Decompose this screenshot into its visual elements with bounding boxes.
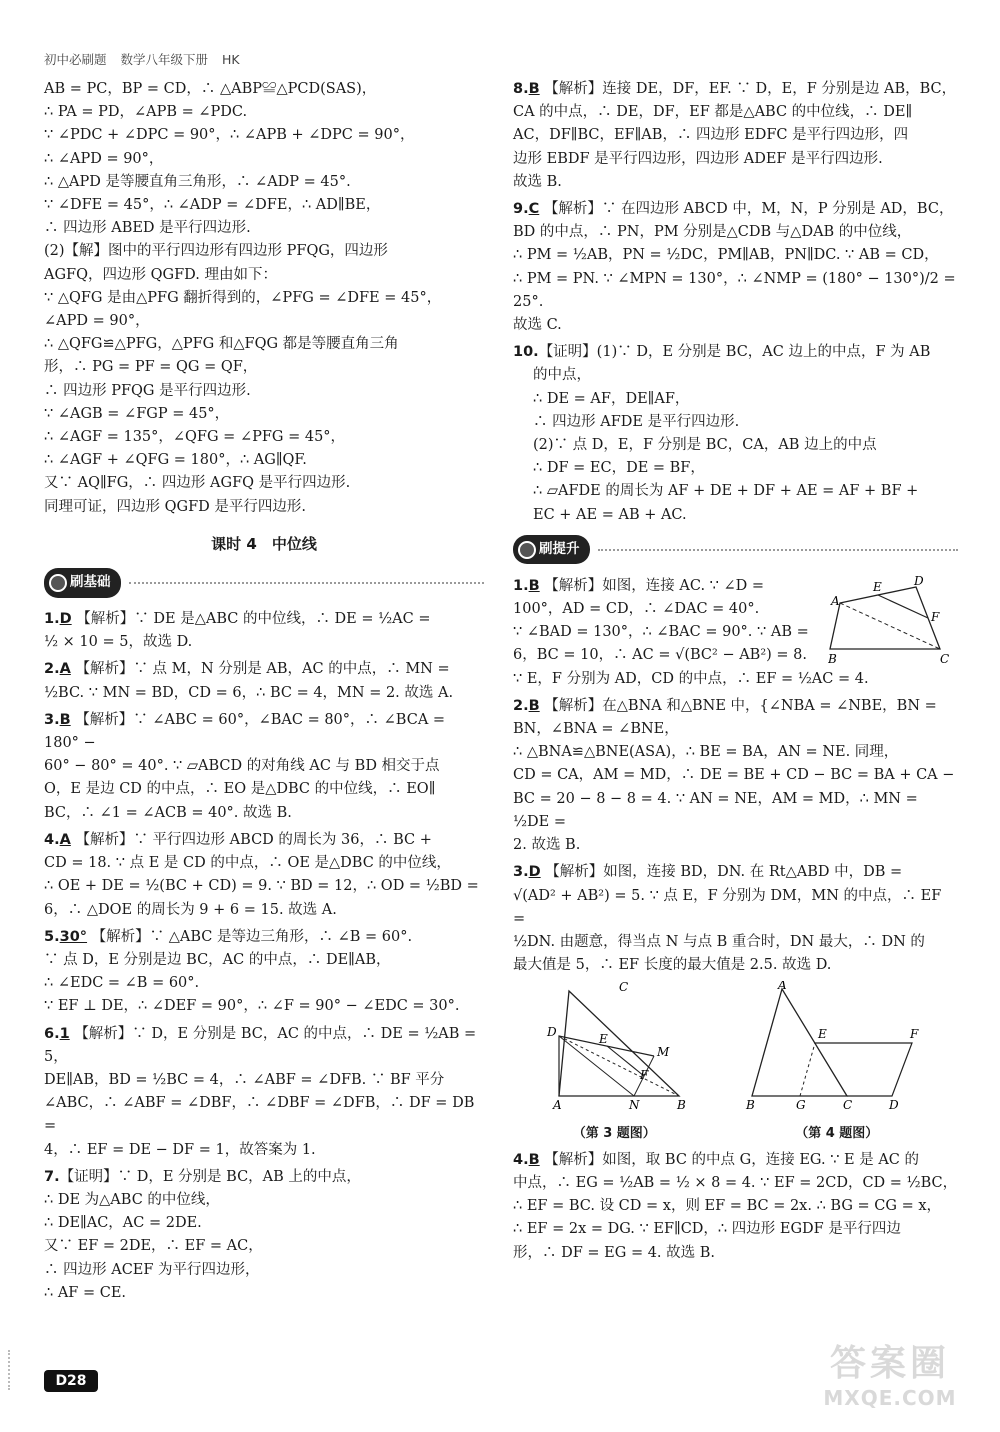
text-line: √(AD² + AB²) = 5. ∵ 点 E，F 分别为 DM，MN 的中点，∴ EF = xyxy=(513,887,946,927)
item-answer: A xyxy=(59,831,71,848)
text-line xyxy=(513,861,958,884)
text-line: ∠ABC，∴ ∠ABF = ∠DBF，∴ ∠DBF = ∠DFB，∴ DF = DB = xyxy=(44,1095,479,1135)
text-line: ∵ ∠DFE = 45°，∴ ∠ADP = ∠DFE，∴ AD∥BE， xyxy=(44,197,381,214)
adv-item-3 xyxy=(513,861,958,977)
basic-badge-label: 刷基础 xyxy=(70,574,111,591)
text-line: ∴ DE∥AC，AC = 2DE. xyxy=(44,1215,202,1232)
item-number: 2. xyxy=(513,697,529,714)
item-number: 2. xyxy=(44,661,60,678)
text-line: 2. 故选 B. xyxy=(513,837,581,854)
label-b: B xyxy=(677,1098,687,1112)
item-text: 【解析】∵ 在四边形 ABCD 中，M，N，P 分别是 AD，BC， xyxy=(543,201,954,218)
item-answer: B xyxy=(59,711,71,728)
text-line: AC，DF∥BC，EF∥AB，∴ 四边形 EDFC 是平行四边形，四 xyxy=(513,127,909,144)
item-number: 10. xyxy=(513,344,539,361)
text-line: ∴ PA = PD，∠APB = ∠PDC. xyxy=(44,104,248,121)
text-line: ∴ ∠APD = 90°， xyxy=(44,150,164,167)
adv-item-2 xyxy=(513,695,958,857)
item-number: 6. xyxy=(44,1025,60,1042)
text-line: BD 的中点，∴ PN，PM 分别是△CDB 与△DAB 的中位线， xyxy=(513,224,912,241)
item-text: 【证明】∵ D，E 分别是 BC，AB 上的中点， xyxy=(59,1168,361,1185)
text-line: 4，∴ EF = DE − DF = 1，故答案为 1. xyxy=(44,1141,316,1158)
text-line: 同理可证，四边形 QGFD 是平行四边形. xyxy=(44,498,306,515)
item-answer: D xyxy=(59,611,72,628)
text-line: ∠APD = 90°， xyxy=(44,313,150,330)
text-line xyxy=(513,78,958,101)
item-number: 1. xyxy=(44,611,60,628)
advanced-badge xyxy=(513,535,590,564)
text-line: DE∥AB，BD = ½BC = 4，∴ ∠ABF = ∠DFB. ∵ BF 平分 xyxy=(44,1071,445,1088)
figure-quadrilateral xyxy=(828,575,958,665)
label-d: D xyxy=(547,1025,557,1040)
text-line: 6，BC = 10，∴ AC = √(BC² − AB²) = 8. xyxy=(513,647,807,664)
item-number: 5. xyxy=(44,928,60,945)
text-line: 形，∴ DF = EG = 4. 故选 B. xyxy=(513,1244,716,1261)
book-name: 数学八年级下册 xyxy=(120,52,209,67)
text-line: ∴ △APD 是等腰直角三角形，∴ ∠ADP = 45°. xyxy=(44,173,351,190)
text-line: ½DN. 由题意，得当点 N 与点 B 重合时，DN 最大，∴ DN 的 xyxy=(513,933,925,950)
label-f: F xyxy=(640,1068,649,1083)
watermark-url: MXQE.COM xyxy=(823,1386,957,1410)
text-line: ∴ 四边形 ACEF 为平行四边形， xyxy=(44,1261,260,1278)
basic-item-7 xyxy=(44,1166,484,1305)
item-answer: 30° xyxy=(59,928,88,945)
item-text: 【解析】如图，连接 AC. ∵ ∠D = xyxy=(544,577,765,594)
text-line: ∴ DE = AF，DE∥AF， xyxy=(533,390,690,407)
text-line: 100°，AD = CD，∴ ∠DAC = 40°. xyxy=(513,601,760,618)
dotted-divider xyxy=(129,582,485,584)
text-line: 边形 EBDF 是平行四边形，四边形 ADEF 是平行四边形. xyxy=(513,150,883,167)
item-number: 3. xyxy=(513,864,529,881)
text-line: ½BC. ∵ MN = BD，CD = 6，∴ BC = 4，MN = 2. 故选 A. xyxy=(44,684,454,701)
right-column xyxy=(513,78,961,1265)
text-line: (2)∵ 点 D，E，F 分别是 BC，CA，AB 边上的中点 xyxy=(533,437,877,454)
advanced-badge-label: 刷提升 xyxy=(539,541,580,558)
figure-3-diagram xyxy=(539,981,689,1111)
basic-item-5 xyxy=(44,926,484,1019)
item-text: 【解析】∵ D，E 分别是 BC，AC 的中点，∴ DE = ½AB = 5， xyxy=(44,1025,481,1065)
label-a: A xyxy=(777,981,787,993)
text-line: 形，∴ PG = PF = QG = QF， xyxy=(44,359,258,376)
text-line: ∴ PM = PN. ∵ ∠MPN = 130°，∴ ∠NMP = (180° − 130°)/2 = 25°. xyxy=(513,270,961,310)
text-line: ∴ PM = ½AB，PN = ½DC，PM∥AB，PN∥DC. ∵ AB = CD， xyxy=(513,247,939,264)
item-number: 4. xyxy=(513,1151,529,1168)
basic-item-6 xyxy=(44,1023,484,1162)
adv-item-1 xyxy=(513,575,958,691)
item-text: 【证明】(1)∵ D，E 分别是 BC，AC 边上的中点，F 为 AB xyxy=(538,344,931,361)
text-line: BC，∴ ∠1 = ∠ACB = 40°. 故选 B. xyxy=(44,804,292,821)
item-text: 【解析】∵ △ABC 是等边三角形，∴ ∠B = 60°. xyxy=(91,928,413,945)
figure-4-caption: （第 4 题图） xyxy=(795,1125,879,1141)
margin-dots xyxy=(8,1350,40,1390)
item-text: 【解析】在△BNA 和△BNE 中，{∠NBA = ∠NBE，BN = BN，∠BNA = ∠BNE， xyxy=(513,697,942,738)
item-text: 【解析】∵ ∠ABC = 60°，∠BAC = 80°，∴ ∠BCA = 180° − xyxy=(44,711,450,752)
text-line xyxy=(44,829,484,852)
text-line: 故选 C. xyxy=(513,317,562,334)
figure-3-caption: （第 3 题图） xyxy=(572,1125,656,1141)
text-line: AGFQ，四边形 QGFD. 理由如下： xyxy=(44,266,277,283)
text-line: ∴ EF = 2x = DG. ∵ EF∥CD，∴ 四边形 EGDF 是平行四边 xyxy=(513,1221,901,1238)
proof-continuation xyxy=(44,78,484,519)
segment-ge xyxy=(800,1043,815,1096)
label-e: E xyxy=(873,579,882,594)
figure-3 xyxy=(539,981,689,1144)
text-line: CA 的中点，∴ DE，DF，EF 都是△ABC 的中位线，∴ DE∥ xyxy=(513,104,913,121)
label-a: A xyxy=(831,593,840,608)
label-a: A xyxy=(553,1098,562,1112)
adv-item-4 xyxy=(513,1149,958,1265)
item-9 xyxy=(513,198,961,337)
text-line: ∴ DF = EC，DE = BF， xyxy=(533,460,705,477)
text-line: ∵ ∠BAD = 130°，∴ ∠BAC = 90°. ∵ AB = xyxy=(513,624,809,641)
item-text: 【解析】∵ 点 M，N 分别是 AB，AC 的中点，∴ MN = xyxy=(75,661,450,678)
text-line: ½ × 10 = 5，故选 D. xyxy=(44,634,193,651)
text-line: ∴ ∠AGF + ∠QFG = 180°，∴ AG∥QF. xyxy=(44,452,307,469)
text-line: ∴ OE + DE = ½(BC + CD) = 9. ∵ BD = 12，∴ OD = ½BD = xyxy=(44,878,479,895)
text-line: ∴ DE 为△ABC 的中位线， xyxy=(44,1191,220,1208)
text-line: ∴ AF = CE. xyxy=(44,1284,127,1301)
lesson-title: 课时 4 中位线 xyxy=(211,534,317,553)
basic-item-1 xyxy=(44,608,484,654)
section-banner-advanced xyxy=(513,533,958,567)
text-line: ∵ E，F 分别为 AD，CD 的中点，∴ EF = ½AC = 4. xyxy=(513,670,869,687)
text-line: (2)【解】图中的平行四边形有四边形 PFQG，四边形 xyxy=(44,243,388,260)
text-line: 的中点， xyxy=(533,367,591,384)
item-answer: C xyxy=(528,201,540,218)
text-line: O，E 是边 CD 的中点，∴ EO 是△DBC 的中位线，∴ EO∥ xyxy=(44,781,436,798)
item-number: 4. xyxy=(44,831,60,848)
item-8 xyxy=(513,78,958,194)
section-banner-basic xyxy=(44,566,484,600)
item-answer: B xyxy=(528,697,540,714)
item-10 xyxy=(513,341,958,527)
text-line xyxy=(513,1149,958,1172)
quad-outline xyxy=(830,587,940,649)
text-line: ∵ ∠PDC + ∠DPC = 90°，∴ ∠APB + ∠DPC = 90°， xyxy=(44,127,415,144)
text-line: 中点，∴ EG = ½AB = ½ × 8 = 4. ∵ EF = 2CD，CD = ½BC， xyxy=(513,1174,958,1191)
watermark-logo: 答案圈 xyxy=(829,1343,950,1384)
text-line xyxy=(44,926,484,949)
text-line: AB = PC，BP = CD，∴ △ABP≌△PCD(SAS)， xyxy=(44,81,377,97)
basic-item-4 xyxy=(44,829,484,922)
item-answer: A xyxy=(59,661,71,678)
text-line: 故选 B. xyxy=(513,173,562,190)
label-c: C xyxy=(940,651,950,665)
edition-tag: HK xyxy=(222,52,240,67)
text-line: ∵ △QFG 是由△PFG 翻折得到的，∠PFG = ∠DFE = 45°， xyxy=(44,289,442,306)
text-line: ∵ EF ⊥ DE，∴ ∠DEF = 90°，∴ ∠F = 90° − ∠EDC = 30°. xyxy=(44,998,460,1015)
text-line xyxy=(513,341,958,364)
item-answer: 1 xyxy=(59,1025,70,1042)
item-text: 【解析】∵ 平行四边形 ABCD 的周长为 36，∴ BC + xyxy=(75,831,432,848)
item-number: 7. xyxy=(44,1168,60,1185)
text-line: 6，∴ △DOE 的周长为 9 + 6 = 15. 故选 A. xyxy=(44,901,337,918)
label-f: F xyxy=(931,609,940,624)
segment-e-f-d xyxy=(815,1043,912,1096)
text-line xyxy=(44,608,484,631)
figures-row xyxy=(513,981,958,1144)
text-line xyxy=(44,1166,484,1189)
triangle-abc xyxy=(559,991,679,1096)
item-number: 9. xyxy=(513,201,529,218)
text-line: ∴ ∠EDC = ∠B = 60°. xyxy=(44,975,200,992)
item-number: 1. xyxy=(513,577,529,594)
text-line: ∴ △QFG≌△PFG，△PFG 和△FQG 都是等腰直角三角 xyxy=(44,336,399,353)
text-line: ∴ ▱AFDE 的周长为 AF + DE + DF + AE = AF + BF + xyxy=(533,483,919,500)
label-b: B xyxy=(745,1098,755,1112)
label-c: C xyxy=(842,1098,852,1112)
figure-4 xyxy=(742,981,932,1144)
text-line: 又∵ EF = 2DE，∴ EF = AC， xyxy=(44,1238,263,1255)
item-answer: B xyxy=(528,577,540,594)
label-d: D xyxy=(914,574,924,588)
item-answer: D xyxy=(528,864,541,881)
brush-icon xyxy=(518,541,536,559)
text-line: CD = CA，AM = MD，∴ DE = BE + CD − BC = BA + CA − xyxy=(513,767,955,784)
segment-dn xyxy=(559,1036,634,1096)
text-line xyxy=(44,658,484,681)
text-line: ∴ 四边形 ABED 是平行四边形. xyxy=(44,220,251,237)
series-name: 初中必刷题 xyxy=(44,52,107,67)
text-line: ∴ EF = BC. 设 CD = x，则 EF = BC = 2x. ∴ BG = CG = x， xyxy=(513,1198,942,1215)
basic-item-2 xyxy=(44,658,484,704)
item-text: 【解析】如图，取 BC 的中点 G，连接 EG. ∵ E 是 AC 的 xyxy=(544,1151,919,1168)
basic-badge xyxy=(44,568,121,597)
text-line: ∴ △BNA≌△BNE(ASA)，∴ BE = BA，AN = NE. 同理， xyxy=(513,744,899,761)
text-line: ∴ 四边形 PFQG 是平行四边形. xyxy=(44,382,251,399)
text-line: 最大值是 5，∴ EF 长度的最大值是 2.5. 故选 D. xyxy=(513,957,832,974)
item-text: 【解析】∵ DE 是△ABC 的中位线，∴ DE = ½AC = xyxy=(76,611,431,628)
watermark xyxy=(790,1335,990,1410)
text-line: ∵ 点 D，E 分别是边 BC，AC 的中点，∴ DE∥AB， xyxy=(44,951,391,968)
label-b: B xyxy=(828,651,837,665)
label-c: C xyxy=(619,981,629,995)
item-number: 8. xyxy=(513,81,529,97)
text-line: ∵ ∠AGB = ∠FGP = 45°， xyxy=(44,405,230,422)
dotted-divider xyxy=(598,549,959,551)
text-line xyxy=(44,709,484,755)
text-line: CD = 18. ∵ 点 E 是 CD 的中点，∴ OE 是△DBC 的中位线， xyxy=(44,855,451,872)
page-header xyxy=(44,50,250,68)
label-n: N xyxy=(629,1098,640,1112)
brush-icon xyxy=(49,574,67,592)
label-m: M xyxy=(657,1045,670,1060)
item-text: 【解析】连接 DE，DF，EF. ∵ D，E，F 分别是边 AB，BC， xyxy=(544,81,957,97)
label-g: G xyxy=(795,1098,806,1112)
item-text: 【解析】如图，连接 BD，DN. 在 Rt△ABD 中，DB = xyxy=(545,864,903,881)
text-line: ∴ 四边形 AFDE 是平行四边形. xyxy=(533,413,740,430)
item-answer: B xyxy=(528,81,540,97)
item-number: 3. xyxy=(44,711,60,728)
text-line xyxy=(513,198,958,221)
text-line xyxy=(44,1023,484,1069)
text-line: EC + AE = AB + AC. xyxy=(533,506,687,523)
page-number: D28 xyxy=(44,1370,98,1392)
text-line: BC = 20 − 8 − 8 = 4. ∵ AN = NE，AM = MD，∴ MN = ½DE = xyxy=(513,790,923,830)
text-line xyxy=(513,695,958,741)
text-line: 又∵ AQ∥FG，∴ 四边形 AGFQ 是平行四边形. xyxy=(44,475,351,492)
figure-4-diagram xyxy=(742,981,932,1111)
label-d: D xyxy=(888,1098,899,1112)
label-e: E xyxy=(599,1032,609,1047)
item-answer: B xyxy=(528,1151,540,1168)
label-e: E xyxy=(817,1027,827,1042)
label-f: F xyxy=(909,1027,919,1042)
basic-item-3 xyxy=(44,709,484,825)
left-column xyxy=(44,78,484,1305)
text-line: ∴ ∠AGF = 135°，∠QFG = ∠PFG = 45°， xyxy=(44,429,346,446)
text-line: 60° − 80° = 40°. ∵ ▱ABCD 的对角线 AC 与 BD 相交于点 xyxy=(44,758,440,775)
